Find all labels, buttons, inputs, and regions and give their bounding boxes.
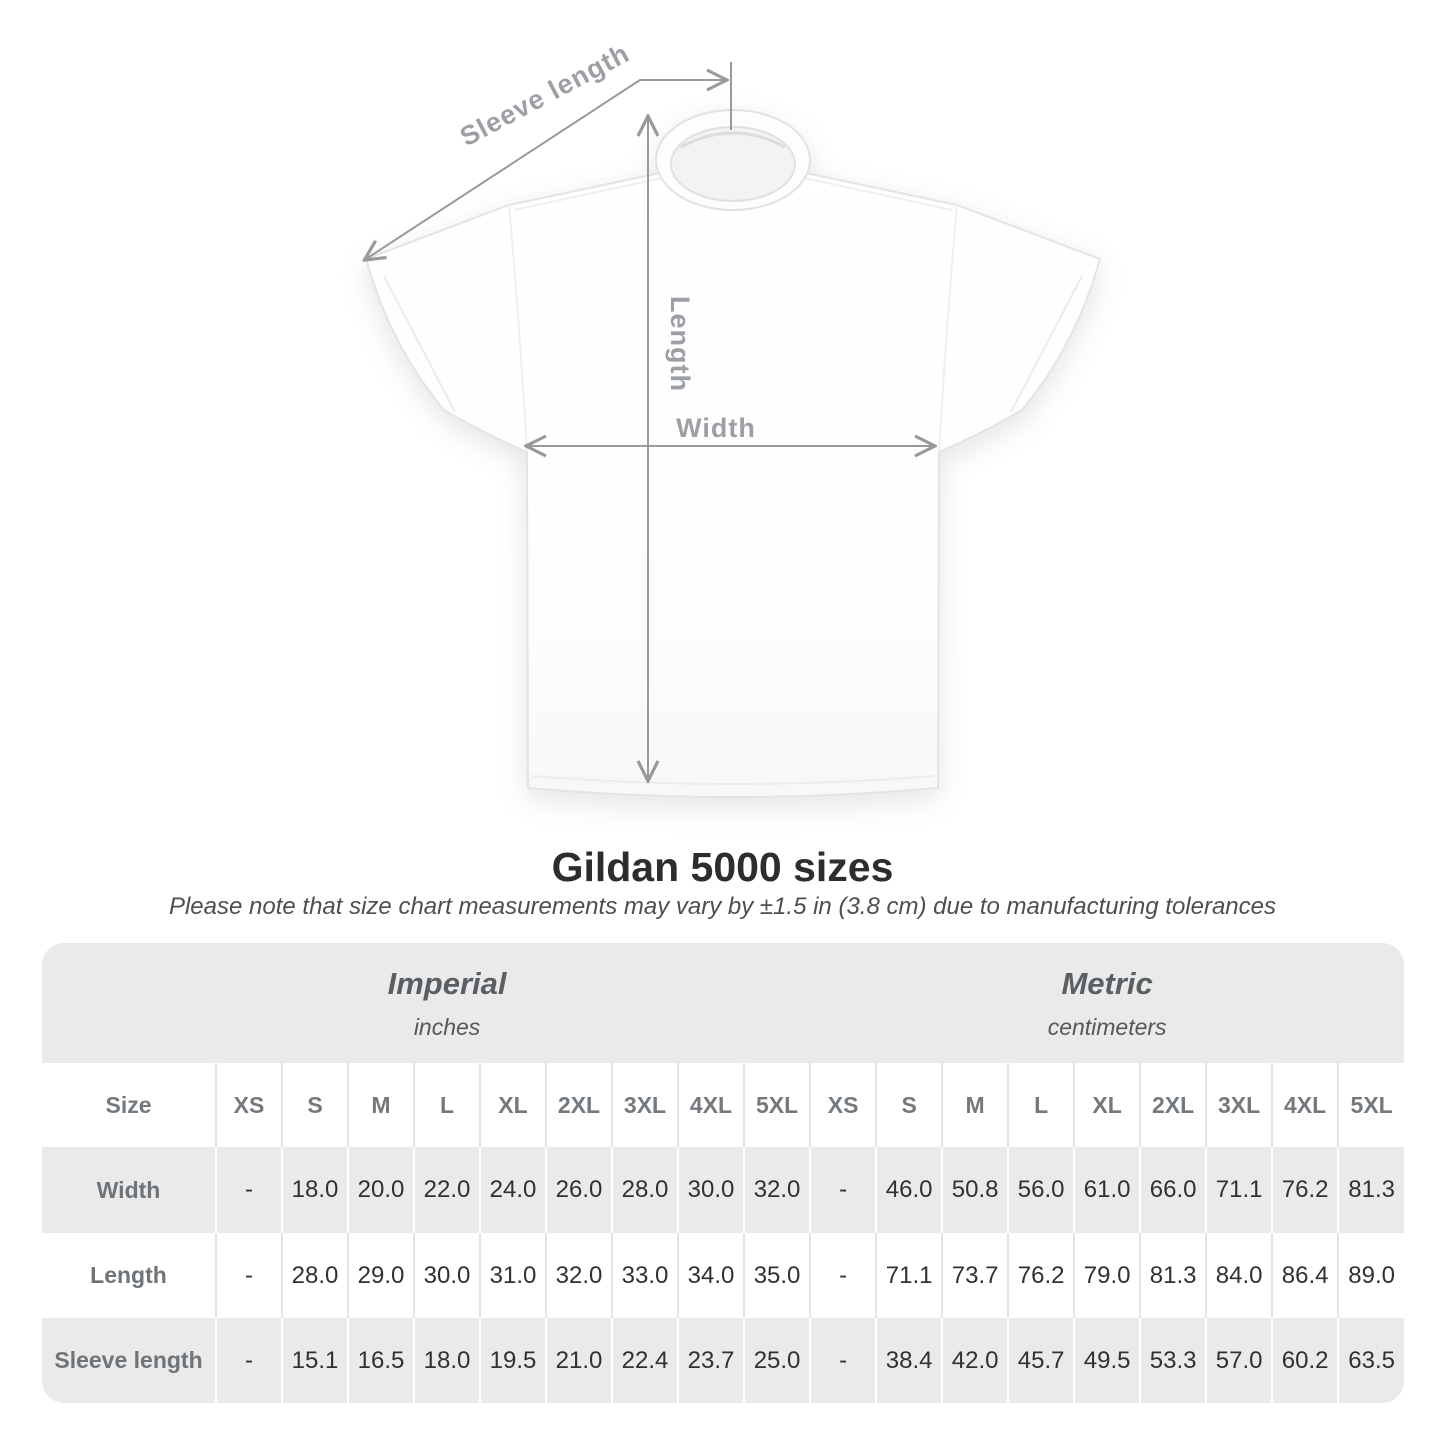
size-col-header: XS bbox=[810, 1063, 876, 1147]
size-col-header: 2XL bbox=[1140, 1063, 1206, 1147]
value-cell: 63.5 bbox=[1338, 1318, 1404, 1403]
value-cell: 73.7 bbox=[942, 1233, 1008, 1318]
size-col-header: S bbox=[282, 1063, 348, 1147]
value-cell: 79.0 bbox=[1074, 1233, 1140, 1318]
value-cell: 23.7 bbox=[678, 1318, 744, 1403]
length-label: Length bbox=[665, 296, 695, 392]
metric-group-title: Metric bbox=[1061, 965, 1153, 1001]
size-col-header: 3XL bbox=[612, 1063, 678, 1147]
page-subtitle: Please note that size chart measurements may vary by ±1.5 in (3.8 cm) due to manufacturing tolerances bbox=[168, 893, 1277, 920]
value-cell: 81.3 bbox=[1338, 1147, 1404, 1233]
size-table bbox=[42, 943, 1404, 1403]
sleeve-length-label: Sleeve length bbox=[455, 37, 635, 153]
value-cell: 26.0 bbox=[546, 1147, 612, 1233]
value-cell: 89.0 bbox=[1338, 1233, 1404, 1318]
value-cell: 20.0 bbox=[348, 1147, 414, 1233]
imperial-group-unit: inches bbox=[413, 1013, 481, 1040]
value-cell: 34.0 bbox=[678, 1233, 744, 1318]
value-cell: 29.0 bbox=[348, 1233, 414, 1318]
collar-opening bbox=[671, 127, 795, 201]
value-cell: 38.4 bbox=[876, 1318, 942, 1403]
value-cell: 60.2 bbox=[1272, 1318, 1338, 1403]
value-cell: 45.7 bbox=[1008, 1318, 1074, 1403]
value-cell: 22.4 bbox=[612, 1318, 678, 1403]
size-col-header: XL bbox=[480, 1063, 546, 1147]
imperial-group-header bbox=[42, 943, 810, 1063]
value-cell: 28.0 bbox=[282, 1233, 348, 1318]
tshirt-body bbox=[366, 115, 1100, 797]
value-cell: 15.1 bbox=[282, 1318, 348, 1403]
value-cell: 49.5 bbox=[1074, 1318, 1140, 1403]
value-cell: 24.0 bbox=[480, 1147, 546, 1233]
size-col-header: 3XL bbox=[1206, 1063, 1272, 1147]
value-cell: 16.5 bbox=[348, 1318, 414, 1403]
value-cell: 86.4 bbox=[1272, 1233, 1338, 1318]
width-label: Width bbox=[676, 413, 756, 443]
size-col-header: 4XL bbox=[1272, 1063, 1338, 1147]
value-cell: 56.0 bbox=[1008, 1147, 1074, 1233]
value-cell: - bbox=[216, 1147, 282, 1233]
size-col-header: XL bbox=[1074, 1063, 1140, 1147]
imperial-group-title: Imperial bbox=[387, 965, 507, 1001]
table-row-sleeve-length bbox=[42, 1318, 1404, 1403]
size-col-header: L bbox=[414, 1063, 480, 1147]
metric-group-unit: centimeters bbox=[1047, 1013, 1167, 1040]
value-cell: 71.1 bbox=[876, 1233, 942, 1318]
value-cell: 21.0 bbox=[546, 1318, 612, 1403]
value-cell: 42.0 bbox=[942, 1318, 1008, 1403]
value-cell: - bbox=[216, 1233, 282, 1318]
size-col-header: S bbox=[876, 1063, 942, 1147]
value-cell: 19.5 bbox=[480, 1318, 546, 1403]
value-cell: 35.0 bbox=[744, 1233, 810, 1318]
value-cell: 84.0 bbox=[1206, 1233, 1272, 1318]
value-cell: 61.0 bbox=[1074, 1147, 1140, 1233]
value-cell: 32.0 bbox=[546, 1233, 612, 1318]
value-cell: 32.0 bbox=[744, 1147, 810, 1233]
size-col-header: L bbox=[1008, 1063, 1074, 1147]
value-cell: 28.0 bbox=[612, 1147, 678, 1233]
row-label: Sleeve length bbox=[42, 1318, 216, 1403]
table-row-length bbox=[42, 1233, 1404, 1318]
value-cell: 81.3 bbox=[1140, 1233, 1206, 1318]
value-cell: - bbox=[810, 1233, 876, 1318]
value-cell: 57.0 bbox=[1206, 1318, 1272, 1403]
value-cell: 71.1 bbox=[1206, 1147, 1272, 1233]
value-cell: 30.0 bbox=[414, 1233, 480, 1318]
value-cell: 30.0 bbox=[678, 1147, 744, 1233]
unit-group-header-row bbox=[42, 943, 1404, 1063]
value-cell: 50.8 bbox=[942, 1147, 1008, 1233]
value-cell: 53.3 bbox=[1140, 1318, 1206, 1403]
size-col-header: 5XL bbox=[1338, 1063, 1404, 1147]
row-label: Length bbox=[42, 1233, 216, 1318]
value-cell: 31.0 bbox=[480, 1233, 546, 1318]
value-cell: 18.0 bbox=[282, 1147, 348, 1233]
value-cell: 25.0 bbox=[744, 1318, 810, 1403]
value-cell: 66.0 bbox=[1140, 1147, 1206, 1233]
value-cell: 46.0 bbox=[876, 1147, 942, 1233]
metric-group-header bbox=[810, 943, 1404, 1063]
size-header-row bbox=[42, 1063, 1404, 1147]
value-cell: 22.0 bbox=[414, 1147, 480, 1233]
value-cell: - bbox=[216, 1318, 282, 1403]
size-col-header: 5XL bbox=[744, 1063, 810, 1147]
table-row-width bbox=[42, 1147, 1404, 1233]
page-title: Gildan 5000 sizes bbox=[551, 844, 894, 890]
value-cell: 76.2 bbox=[1272, 1147, 1338, 1233]
size-col-header: 4XL bbox=[678, 1063, 744, 1147]
value-cell: 18.0 bbox=[414, 1318, 480, 1403]
value-cell: 33.0 bbox=[612, 1233, 678, 1318]
tshirt-illustration bbox=[366, 110, 1100, 797]
size-col-header: M bbox=[348, 1063, 414, 1147]
size-col-header: 2XL bbox=[546, 1063, 612, 1147]
value-cell: 76.2 bbox=[1008, 1233, 1074, 1318]
size-table-card bbox=[42, 943, 1404, 1403]
size-col-header: XS bbox=[216, 1063, 282, 1147]
row-label: Width bbox=[42, 1147, 216, 1233]
value-cell: - bbox=[810, 1318, 876, 1403]
size-col-header: M bbox=[942, 1063, 1008, 1147]
value-cell: - bbox=[810, 1147, 876, 1233]
size-header-cell: Size bbox=[42, 1063, 216, 1147]
